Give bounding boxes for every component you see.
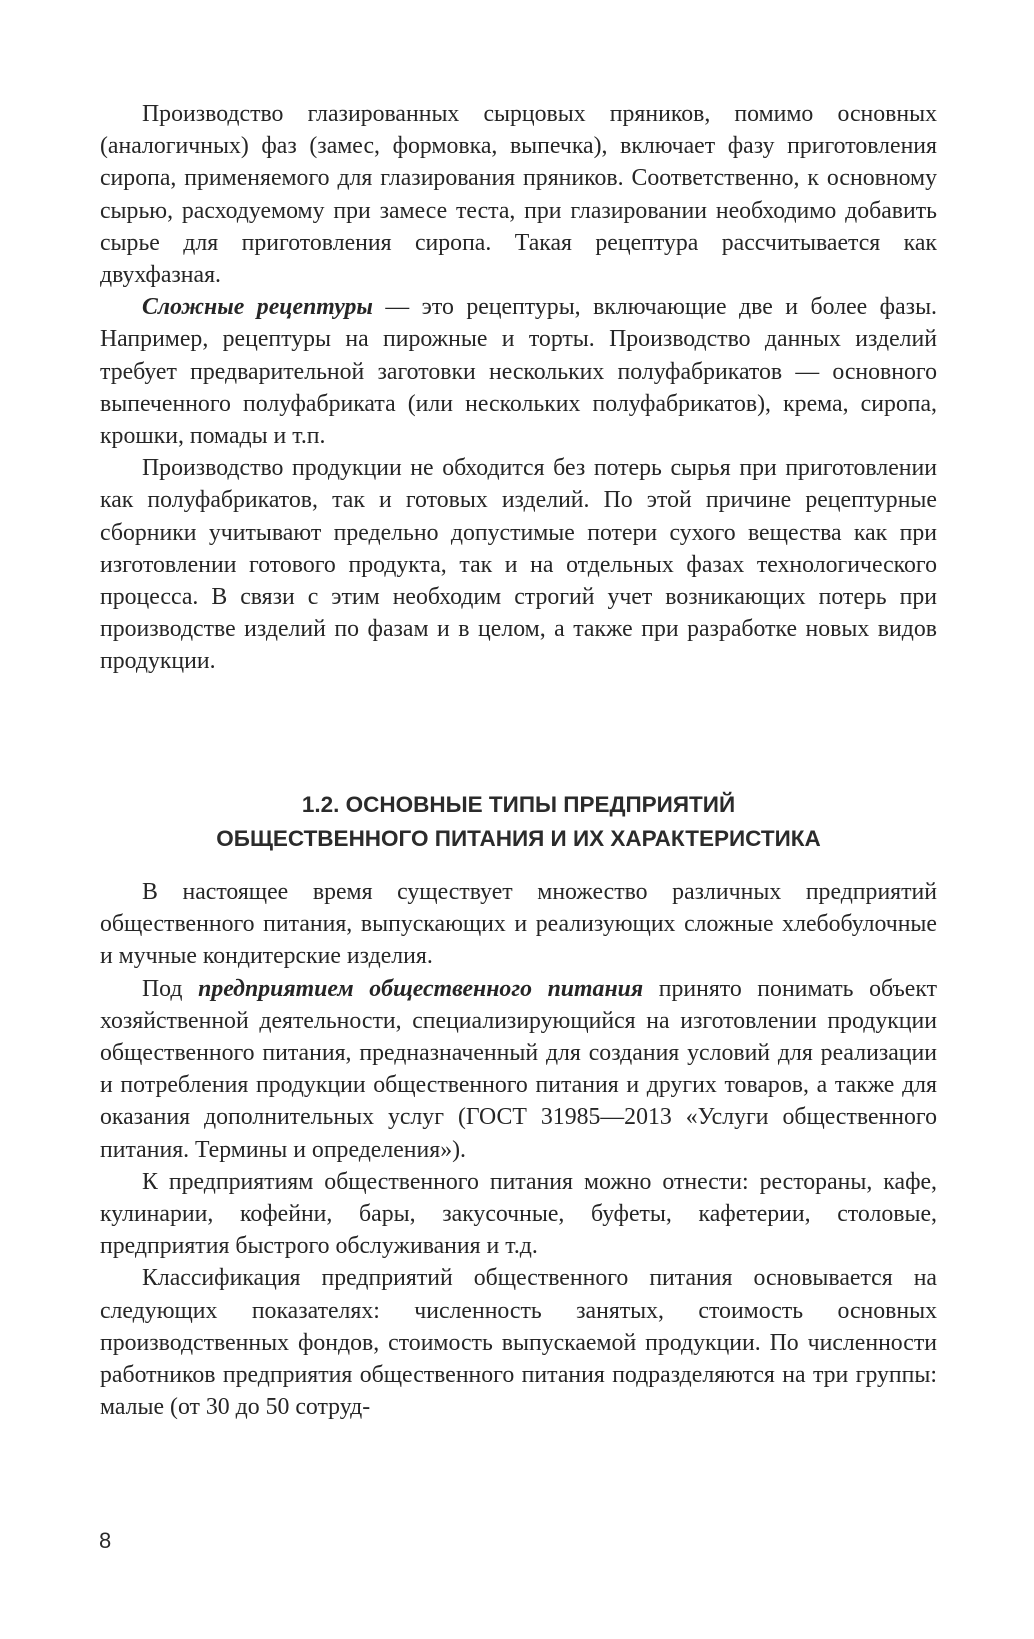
paragraph-enterprise-definition-start: Под: [142, 975, 199, 1002]
paragraph-enterprise-classification: Классификация предприятий общественного питания основывается на следующих показателях: численность занятых, стоимость основных производственных фондов, стоимость выпускаемой продукции. По численности работников предприятия общественного питания подразделяются на три группы: малые (от 30 до 50 сотруд-: [100, 1265, 937, 1421]
paragraph-enterprise-list: К предприятиям общественного питания можно отнести: рестораны, кафе, кулинарии, кофейни, бары, закусочные, буфеты, кафетерии, столовые, предприятия быстрого обслуживания и т.д.: [100, 1168, 937, 1260]
page-number: 8: [99, 1528, 112, 1553]
section-heading-line-1: 1.2. ОСНОВНЫЕ ТИПЫ ПРЕДПРИЯТИЙ: [301, 792, 736, 817]
paragraph-complex-recipes: [100, 291, 937, 452]
section-enterprise-types: [100, 876, 937, 1423]
paragraph-enterprise-variety: В настоящее время существует множество различных предприятий общественного питания, выпускающих и реализующих сложные хлебобулочные и мучные кондитерские изделия.: [100, 879, 937, 970]
section-heading: [100, 788, 937, 856]
paragraph-gingerbread-glazing: Производство глазированных сырцовых пряников, помимо основных (аналогичных) фаз (замес, формовка, выпечка), включает фазу приготовления сиропа, применяемого для глазирования пряников. Соответственно, к основному сырью, расходуемому при замесе теста, при глазировании необходимо добавить сырье для приготовления сиропа. Такая рецептура рассчитывается как двухфазная.: [100, 101, 937, 289]
page-body: [100, 98, 938, 1421]
section-heading-line-2: ОБЩЕСТВЕННОГО ПИТАНИЯ И ИХ ХАРАКТЕРИСТИКА: [216, 826, 821, 851]
term-complex-recipes: Сложные рецептуры: [142, 294, 373, 321]
term-enterprise: предприятием общественного питания: [198, 975, 644, 1002]
paragraph-production-losses: Производство продукции не обходится без потерь сырья при приготовлении как полуфабрикатов, так и готовых изделий. По этой причине рецептурные сборники учитывают предельно допустимые потери сухого вещества как при изготовлении готового продукта, так и на отдельных фазах технологического процесса. В связи с этим необходим строгий учет возникающих потерь при производстве изделий по фазам и в целом, а также при разработке новых видов продукции.: [100, 455, 937, 675]
section-intro: [100, 98, 937, 678]
paragraph-complex-recipes-text: — это рецептуры, включающие две и более фазы. Например, рецептуры на пирожные и торты. Производство данных изделий требует предварительной заготовки нескольких полуфабрикатов — основного выпеченного полуфабриката (или нескольких полуфабрикатов), крема, сиропа, крошки, помады и т.п.: [100, 294, 938, 450]
paragraph-enterprise-definition-text: принято понимать объект хозяйственной деятельности, специализирующийся на изготовлении продукции общественного питания, предназначенный для создания условий для реализации и потребления продукции общественного питания и других товаров, а также для оказания дополнительных услуг (ГОСТ 31985—2013 «Услуги общественного питания. Термины и определения»).: [100, 975, 937, 1163]
paragraph-enterprise-definition: [100, 973, 937, 1166]
